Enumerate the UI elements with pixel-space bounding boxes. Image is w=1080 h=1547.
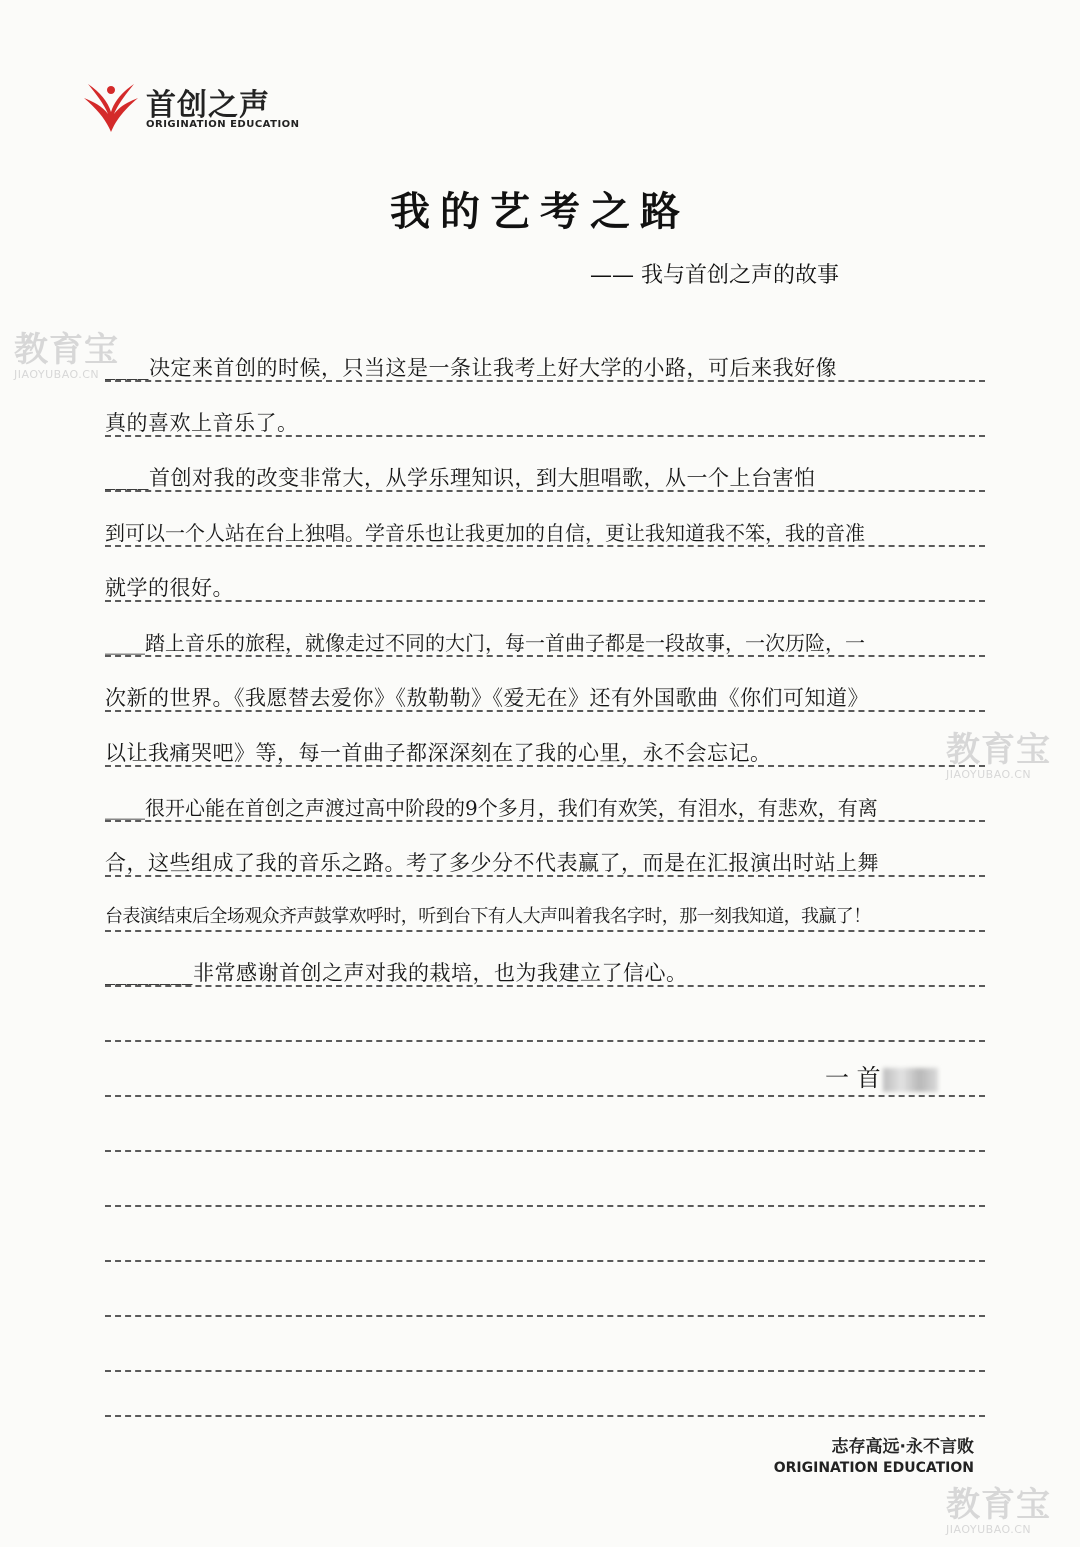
letter-line: ____决定来首创的时候，只当这是一条让我考上好大学的小路，可后来我好像 [105,356,837,380]
letter-line: ________非常感谢首创之声对我的栽培，也为我建立了信心。 [105,961,688,985]
letter-line: 真的喜欢上音乐了。 [105,411,299,435]
ruled-line [105,930,985,932]
signature [825,1058,938,1093]
letter-line: 合，这些组成了我的音乐之路。考了多少分不代表赢了，而是在汇报演出时站上舞 [105,851,879,875]
ruled-line [105,1260,985,1262]
letter-line: 到可以一个人站在台上独唱。学音乐也让我更加的自信，更让我知道我不笨，我的音准 [105,521,865,545]
watermark-text-cn: 教育宝 [946,1485,1051,1525]
letter-line: 就学的很好。 [105,576,234,600]
ruled-line [105,1415,985,1417]
ruled-line [105,1315,985,1317]
watermark-text-cn: 教育宝 [14,330,119,370]
watermark-text-cn: 教育宝 [946,730,1051,770]
watermark-text-en: JIAOYUBAO.CN [946,768,1032,781]
letter-line: ____很开心能在首创之声渡过高中阶段的9个多月，我们有欢笑，有泪水，有悲欢，有离 [105,796,878,820]
ruled-line [105,1370,985,1372]
brand-name-cn: 首创之声 [146,88,270,123]
signature-text: 一 首 [825,1064,881,1092]
phoenix-logo-icon [80,76,142,136]
footer-slogan: 志存高远·永不言败 [831,1437,974,1457]
ruled-line [105,1040,985,1042]
watermark-text-en: JIAOYUBAO.CN [14,368,100,381]
ruled-line [105,600,985,602]
letter-title: 我的艺考之路 [390,188,690,235]
watermark-bottom-right [946,1485,1051,1536]
footer-name-en: ORIGINATION EDUCATION [773,1460,974,1476]
letter-subtitle: —— 我与首创之声的故事 [590,263,839,288]
ruled-line [105,1095,985,1097]
ruled-line [105,1150,985,1152]
brand-name-en: ORIGINATION EDUCATION [146,119,300,130]
letter-line: ____踏上音乐的旅程，就像走过不同的大门，每一首曲子都是一段故事，一次历险，一 [105,631,865,655]
watermark-top-left [14,330,119,381]
letter-line: ____首创对我的改变非常大，从学乐理知识，到大胆唱歌，从一个上台害怕 [105,466,816,490]
letter-line: 次新的世界。《我愿替去爱你》《敖勒勒》《爱无在》还有外国歌曲《你们可知道》 [105,686,869,710]
brand-logo [80,74,300,136]
watermark-text-en: JIAOYUBAO.CN [946,1523,1032,1536]
letter-line: 以让我痛哭吧》等，每一首曲子都深深刻在了我的心里，永不会忘记。 [105,741,772,765]
letter-line: 台表演结束后全场观众齐声鼓掌欢呼时，听到台下有人大声叫着我名字时，那一刻我知道，我赢了！ [105,906,871,927]
blurred-name-redaction [883,1068,938,1092]
watermark-right [946,730,1051,781]
ruled-line [105,1205,985,1207]
